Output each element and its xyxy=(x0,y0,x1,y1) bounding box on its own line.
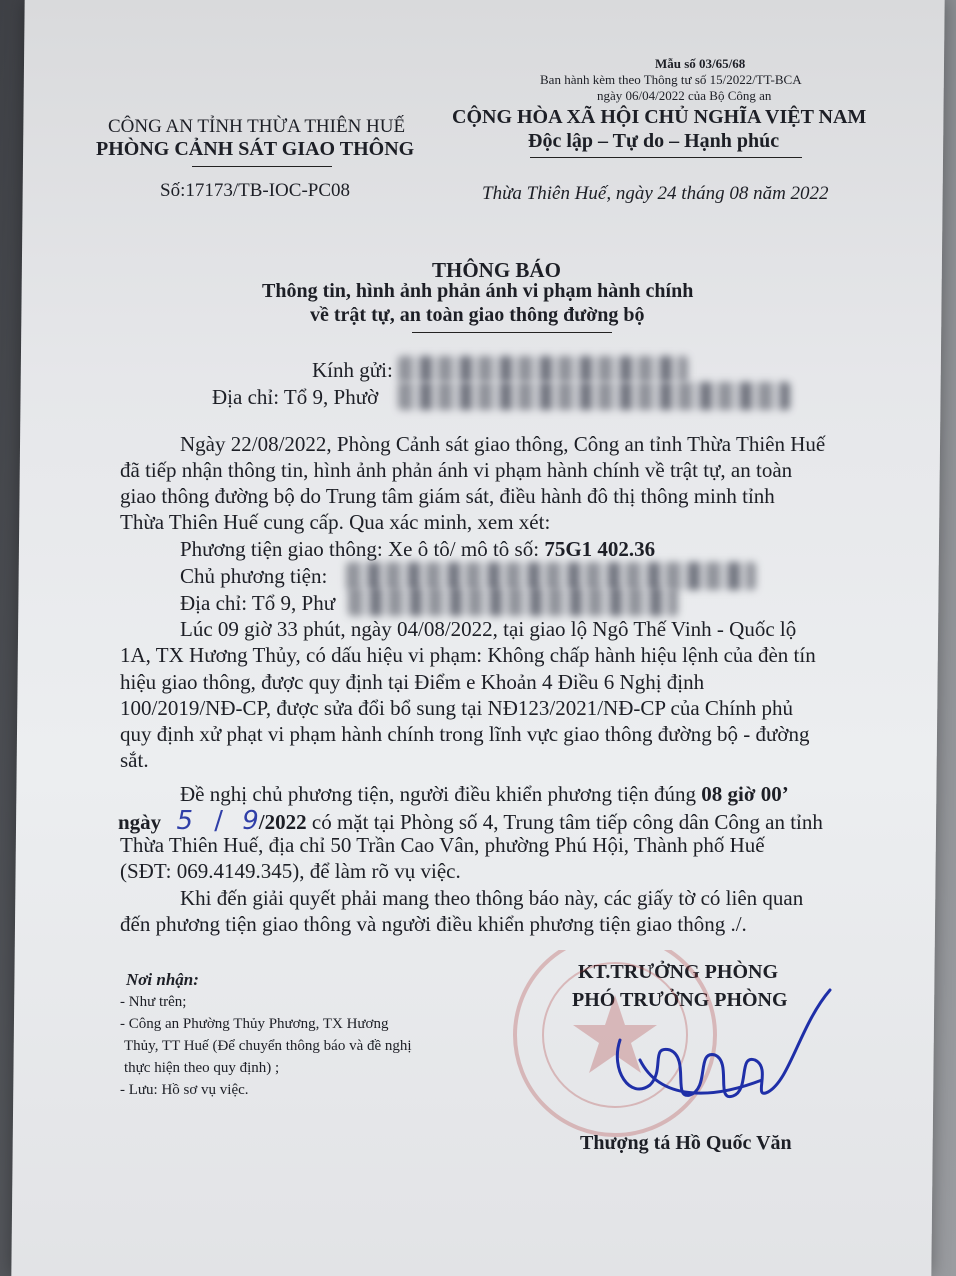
paragraph-1-line-3: giao thông đường bộ do Trung tâm giám sát, điều hành đô thị thông minh tỉnh xyxy=(120,484,775,508)
paragraph-1-line-2: đã tiếp nhận thông tin, hình ảnh phản ánh vi phạm hành chính về trật tự, an toàn xyxy=(120,458,793,482)
title-underline xyxy=(412,332,612,333)
date-label: ngày xyxy=(118,810,162,834)
vehicle-label: Phương tiện giao thông: Xe ô tô/ mô tô số: xyxy=(180,537,545,561)
violation-line-5: quy định xử phạt vi phạm hành chính trong lĩnh vực giao thông đường bộ - đường xyxy=(120,722,810,746)
place-date: Thừa Thiên Huế, ngày 24 tháng 08 năm 2022 xyxy=(482,183,829,204)
handwritten-day: 5 xyxy=(176,806,193,836)
closing-line-1: Khi đến giải quyết phải mang theo thông báo này, các giấy tờ có liên quan xyxy=(180,886,804,910)
department-name: PHÒNG CẢNH SÁT GIAO THÔNG xyxy=(96,138,415,160)
paragraph-1-line-1: Ngày 22/08/2022, Phòng Cảnh sát giao thông, Công an tỉnh Thừa Thiên Huế xyxy=(180,432,826,456)
redacted-recipient-address xyxy=(398,382,790,410)
redacted-recipient-name xyxy=(398,356,688,382)
request-line-2: ngày 5 / 9/2022 có mặt tại Phòng số 4, Trung tâm tiếp công dân Công an tỉnh xyxy=(118,806,823,836)
recipient-label: Kính gửi: xyxy=(312,358,393,382)
red-stamp xyxy=(515,950,715,1135)
recipients-item-2b: Thủy, TT Huế (Để chuyển thông báo và đề nghị xyxy=(124,1038,412,1054)
official-stamp-and-signature xyxy=(500,950,840,1140)
request-location: có mặt tại Phòng số 4, Trung tâm tiếp công dân Công an tỉnh xyxy=(306,810,823,834)
violation-line-1: Lúc 09 giờ 33 phút, ngày 04/08/2022, tại giao lộ Ngô Thế Vinh - Quốc lộ xyxy=(180,617,797,641)
redacted-owner-name xyxy=(346,562,756,590)
appointment-time: 08 giờ 00’ xyxy=(701,782,789,806)
handwritten-signature xyxy=(617,990,830,1097)
recipients-item-1: - Như trên; xyxy=(120,994,187,1010)
signer-name: Thượng tá Hồ Quốc Văn xyxy=(580,1132,792,1154)
motto-underline xyxy=(530,157,802,158)
violation-line-4: 100/2019/NĐ-CP, được sửa đổi bổ sung tại NĐ123/2021/NĐ-CP của Chính phủ xyxy=(120,696,793,720)
closing-line-2: đến phương tiện giao thông và người điều khiển phương tiện giao thông ./. xyxy=(120,912,747,936)
form-number: Mẫu số 03/65/68 xyxy=(655,56,746,71)
vehicle-plate: 75G1 402.36 xyxy=(544,537,656,561)
national-motto: Độc lập – Tự do – Hạnh phúc xyxy=(528,130,780,152)
paragraph-1-line-4: Thừa Thiên Huế cung cấp. Qua xác minh, xem xét: xyxy=(120,510,551,534)
document-title: THÔNG BÁO xyxy=(432,258,561,282)
recipients-heading: Nơi nhận: xyxy=(126,970,199,989)
form-issued-line2: ngày 06/04/2022 của Bộ Công an xyxy=(597,88,772,103)
nation-name: CỘNG HÒA XÃ HỘI CHỦ NGHĨA VIỆT NAM xyxy=(452,106,867,128)
handwritten-month: 9 xyxy=(242,806,259,836)
recipients-item-2a: - Công an Phường Thủy Phương, TX Hương xyxy=(120,1016,389,1032)
owner-address-label: Địa chỉ: Tổ 9, Phư xyxy=(180,591,336,615)
recipients-item-3: - Lưu: Hồ sơ vụ việc. xyxy=(120,1082,249,1098)
request-text: Đề nghị chủ phương tiện, người điều khiển phương tiện đúng xyxy=(180,782,702,806)
document-number: Số:17173/TB-IOC-PC08 xyxy=(160,180,351,201)
document-subtitle-2: về trật tự, an toàn giao thông đường bộ xyxy=(310,304,645,326)
signature-title-1: KT.TRƯỞNG PHÒNG xyxy=(578,961,778,983)
recipient-address-label: Địa chỉ: Tổ 9, Phườ xyxy=(212,385,379,409)
signature-title-2: PHÓ TRƯỞNG PHÒNG xyxy=(572,989,788,1011)
form-issued-line1: Ban hành kèm theo Thông tư số 15/2022/TT-BCA xyxy=(540,72,802,87)
owner-label: Chủ phương tiện: xyxy=(180,564,328,588)
violation-line-3: hiệu giao thông, được quy định tại Điểm e Khoản 4 Điều 6 Nghị định xyxy=(120,670,705,694)
redacted-owner-address xyxy=(348,588,678,616)
appointment-year: /2022 xyxy=(258,810,307,834)
violation-line-6: sắt. xyxy=(120,748,149,772)
violation-line-2: 1A, TX Hương Thủy, có dấu hiệu vi phạm: Không chấp hành hiệu lệnh của đèn tín xyxy=(120,643,816,667)
agency-name: CÔNG AN TỈNH THỪA THIÊN HUẾ xyxy=(108,116,406,137)
request-line-3: Thừa Thiên Huế, địa chỉ 50 Trần Cao Vân, phường Phú Hội, Thành phố Huế xyxy=(120,833,765,857)
recipients-item-2c: thực hiện theo quy định) ; xyxy=(124,1060,280,1076)
document-subtitle-1: Thông tin, hình ảnh phản ánh vi phạm hành chính xyxy=(262,280,694,302)
request-line-4: (SĐT: 069.4149.345), để làm rõ vụ việc. xyxy=(120,859,461,883)
left-header-underline xyxy=(192,166,332,167)
vehicle-line xyxy=(180,537,655,562)
request-line-1 xyxy=(180,782,789,807)
